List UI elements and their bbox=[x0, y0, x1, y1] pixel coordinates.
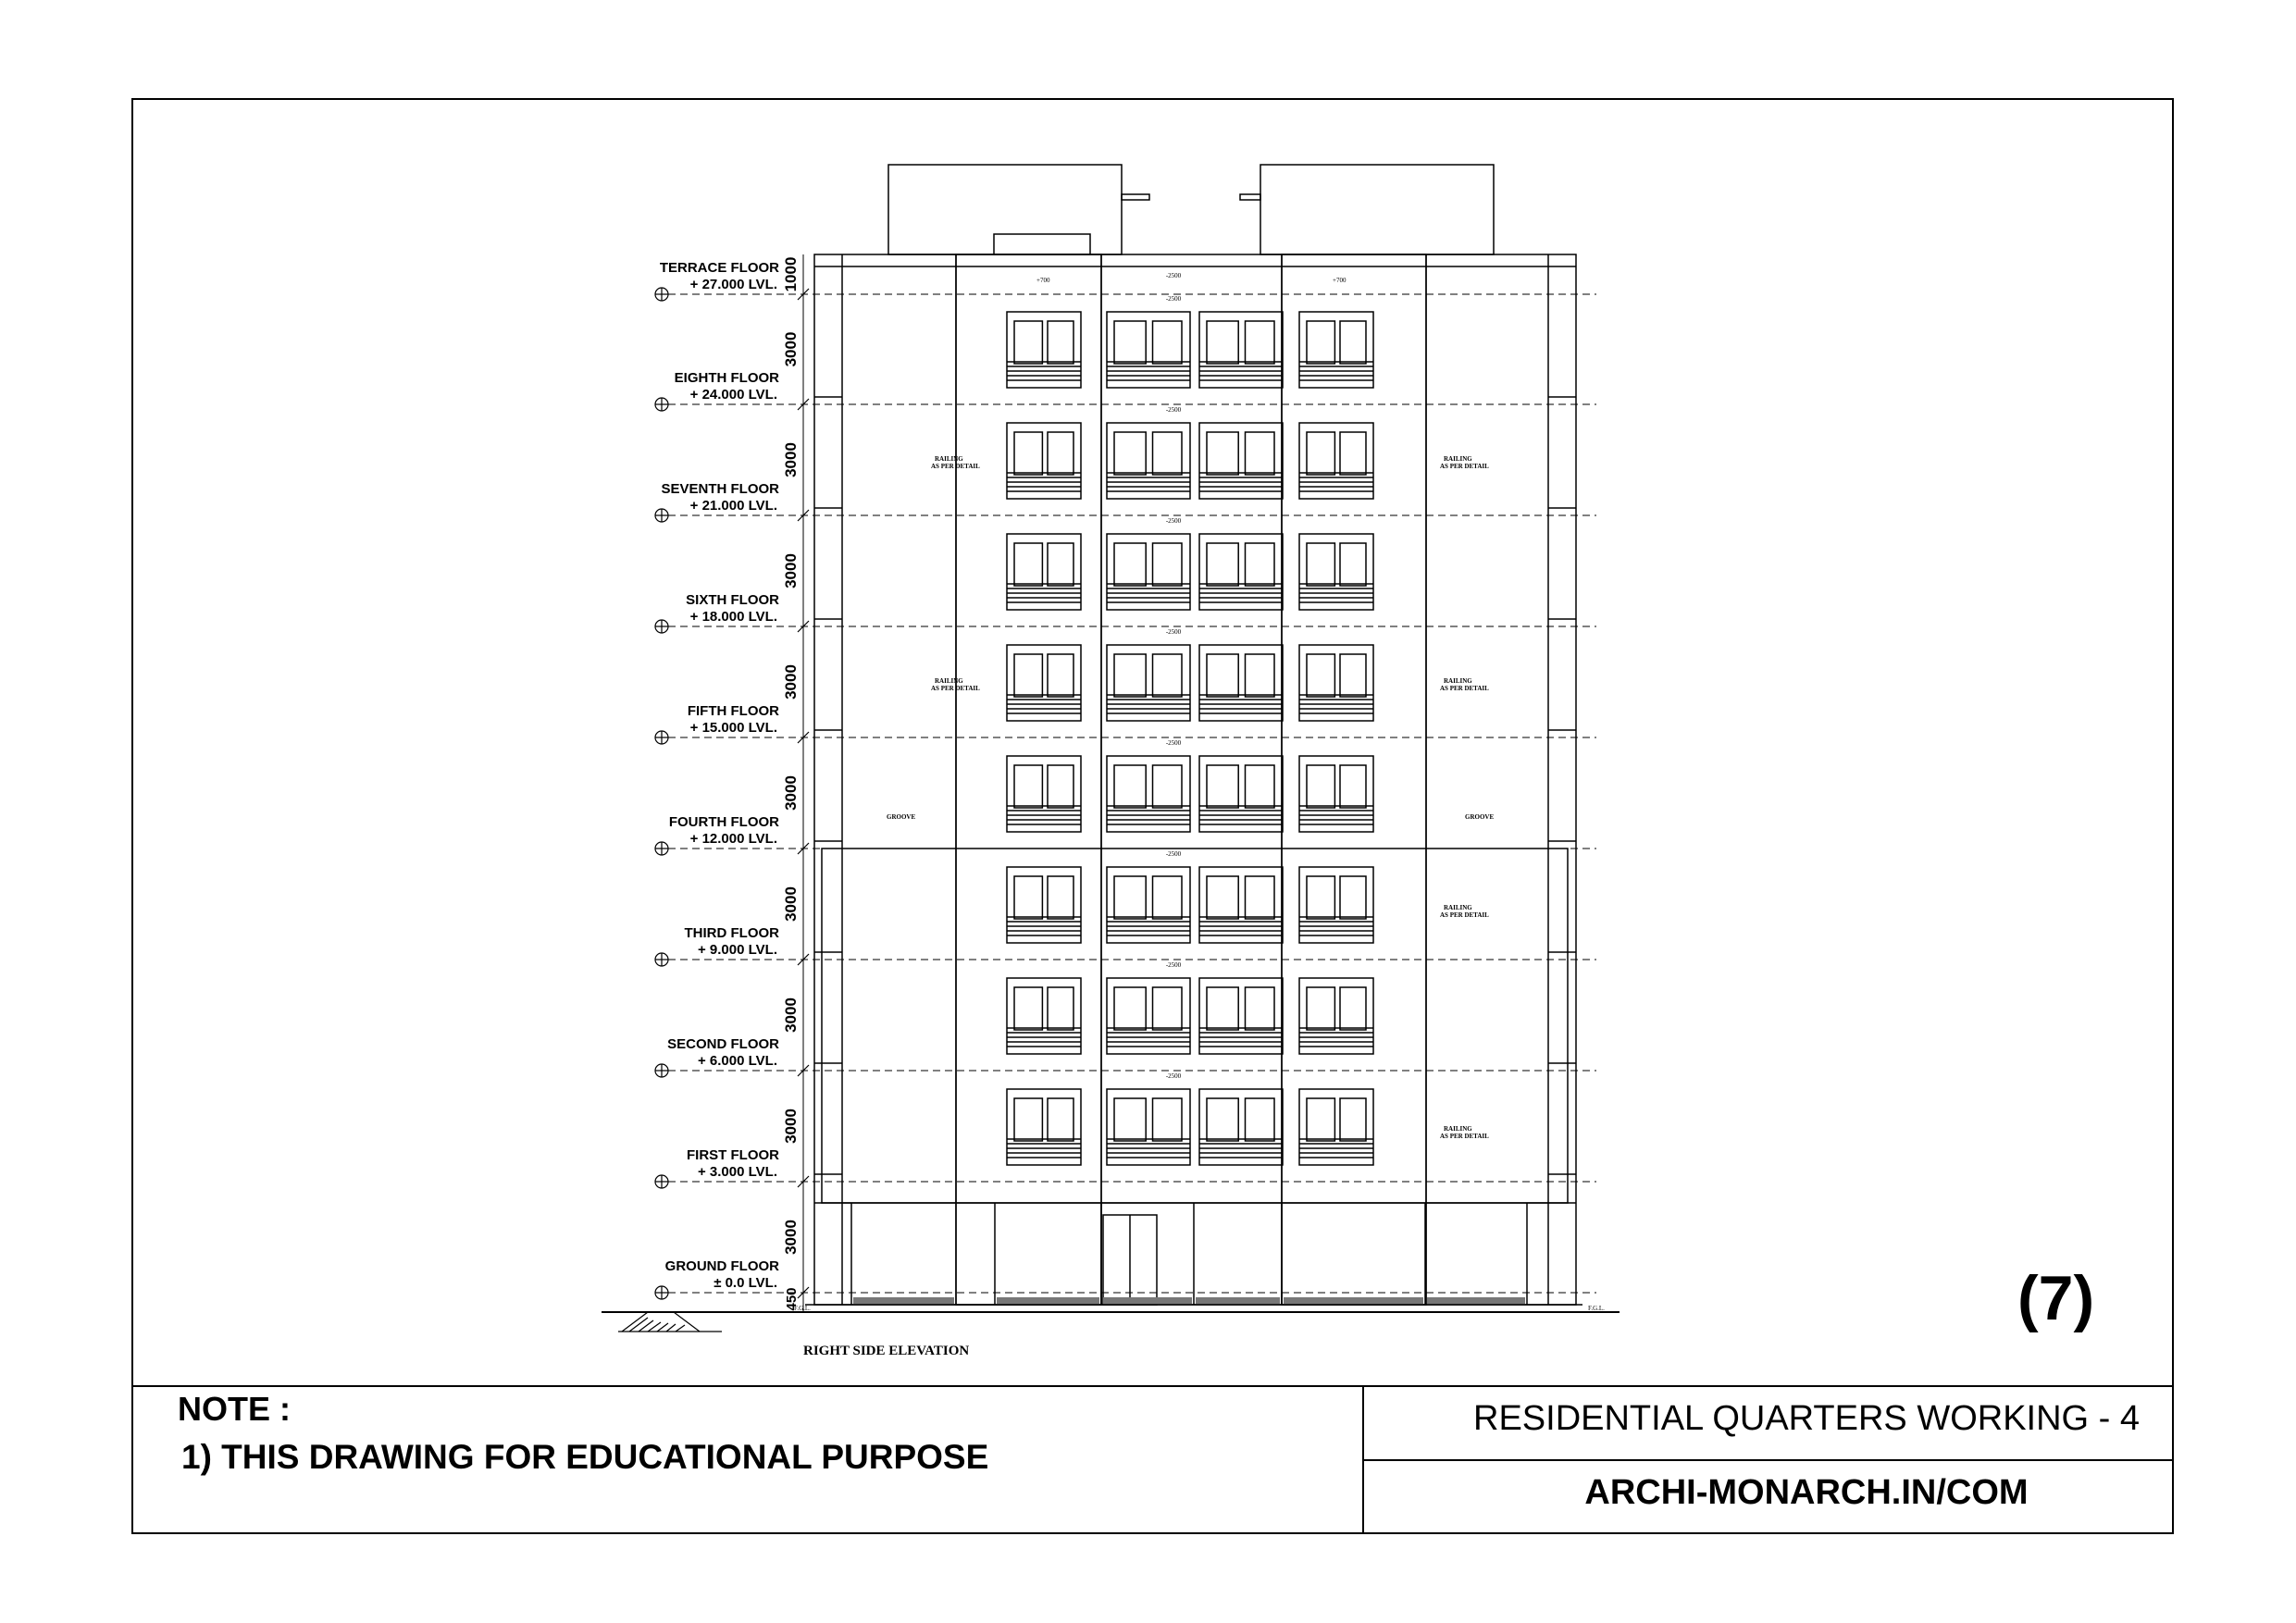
window-pane bbox=[1307, 432, 1334, 475]
window-pane bbox=[1307, 876, 1334, 919]
door-pane bbox=[1246, 765, 1275, 808]
elevation-caption: RIGHT SIDE ELEVATION bbox=[803, 1344, 970, 1358]
level-name: SEVENTH FLOOR bbox=[661, 481, 779, 497]
floor-height-dimension: 1000 bbox=[782, 256, 800, 292]
balcony-center-left bbox=[1107, 1089, 1190, 1165]
window-pane bbox=[1307, 543, 1334, 586]
balcony-center-right bbox=[1199, 1089, 1283, 1165]
window-pane bbox=[1307, 987, 1334, 1030]
railing-note-line2: AS PER DETAIL bbox=[931, 463, 980, 470]
window-pane bbox=[1114, 1098, 1146, 1141]
fgl-right: F.G.L. bbox=[1588, 1305, 1605, 1312]
balcony-center-right bbox=[1199, 645, 1283, 721]
note-heading: NOTE : bbox=[178, 1390, 291, 1428]
level-marker bbox=[655, 257, 1596, 301]
door-pane bbox=[1246, 987, 1275, 1030]
balcony-left bbox=[1007, 312, 1081, 388]
railing-note-line1: RAILING bbox=[1444, 455, 1472, 463]
door-pane bbox=[1246, 654, 1275, 697]
door-pane bbox=[1246, 321, 1275, 364]
railing-note-line2: AS PER DETAIL bbox=[931, 685, 980, 692]
door-pane bbox=[1153, 654, 1183, 697]
bay-dimension: -2500 bbox=[1165, 739, 1182, 747]
bay-dimension: -2500 bbox=[1165, 628, 1182, 636]
building-outline bbox=[814, 254, 1576, 1305]
balcony-right bbox=[1299, 978, 1373, 1054]
door-pane bbox=[1048, 321, 1074, 364]
floor-height-dimension: 3000 bbox=[782, 997, 800, 1033]
plinth-shade bbox=[853, 1297, 954, 1305]
railing-note bbox=[931, 677, 980, 692]
balcony-left bbox=[1007, 645, 1081, 721]
window-pane bbox=[1207, 321, 1238, 364]
bay-dimension: -2500 bbox=[1165, 1072, 1182, 1080]
railing-note bbox=[1440, 904, 1489, 919]
door-pane bbox=[1048, 654, 1074, 697]
level-name: SECOND FLOOR bbox=[667, 1036, 779, 1052]
door-pane bbox=[1246, 876, 1275, 919]
level-name: FOURTH FLOOR bbox=[668, 814, 779, 830]
window-pane bbox=[1307, 321, 1334, 364]
groove-note: GROOVE bbox=[887, 813, 916, 821]
door-pane bbox=[1048, 876, 1074, 919]
level-value: ± 0.0 LVL. bbox=[714, 1275, 777, 1291]
level-name: FIFTH FLOOR bbox=[687, 703, 779, 719]
window-pane bbox=[1307, 765, 1334, 808]
balcony-right bbox=[1299, 534, 1373, 610]
window-pane bbox=[1014, 543, 1042, 586]
railing-note bbox=[931, 455, 980, 470]
water-tank bbox=[994, 234, 1090, 254]
balcony-center-right bbox=[1199, 312, 1283, 388]
window-pane bbox=[1114, 543, 1146, 586]
door-pane bbox=[1048, 1098, 1074, 1141]
level-value: + 24.000 LVL. bbox=[689, 387, 777, 403]
balcony-center-right bbox=[1199, 867, 1283, 943]
balcony-center-left bbox=[1107, 423, 1190, 499]
railing-note-line1: RAILING bbox=[1444, 1125, 1472, 1133]
level-name: SIXTH FLOOR bbox=[686, 592, 779, 608]
window-pane bbox=[1307, 654, 1334, 697]
door-pane bbox=[1153, 987, 1183, 1030]
building-elevation bbox=[602, 165, 1620, 1312]
level-value: + 3.000 LVL. bbox=[697, 1164, 777, 1180]
level-value: + 27.000 LVL. bbox=[689, 277, 777, 292]
window-pane bbox=[1307, 1098, 1334, 1141]
top-dimension-left: +700 bbox=[1036, 277, 1050, 284]
balcony-left bbox=[1007, 867, 1081, 943]
balcony-center-left bbox=[1107, 756, 1190, 832]
window-pane bbox=[1014, 432, 1042, 475]
door-pane bbox=[1246, 1098, 1275, 1141]
window-pane bbox=[1207, 1098, 1238, 1141]
balcony-right bbox=[1299, 312, 1373, 388]
floor-height-dimension: 3000 bbox=[782, 553, 800, 588]
door-pane bbox=[1048, 987, 1074, 1030]
floor-height-dimension: 3000 bbox=[782, 664, 800, 700]
door-pane bbox=[1048, 543, 1074, 586]
sheet-number: (7) bbox=[2017, 1263, 2095, 1333]
plinth-shade bbox=[1427, 1297, 1525, 1305]
plinth-dimension: 450 bbox=[784, 1287, 800, 1311]
window-pane bbox=[1207, 876, 1238, 919]
plinth-shade bbox=[997, 1297, 1099, 1305]
balcony-right bbox=[1299, 867, 1373, 943]
floor-height-dimension: 3000 bbox=[782, 1109, 800, 1144]
window-pane bbox=[1114, 876, 1146, 919]
door-pane bbox=[1340, 432, 1366, 475]
door-pane bbox=[1153, 543, 1183, 586]
bay-dimension: -2500 bbox=[1165, 961, 1182, 969]
railing-note-line2: AS PER DETAIL bbox=[1440, 463, 1489, 470]
ground-hatch-symbol bbox=[618, 1312, 722, 1332]
level-value: + 18.000 LVL. bbox=[689, 609, 777, 625]
floor-height-dimension: 3000 bbox=[782, 331, 800, 367]
level-name: FIRST FLOOR bbox=[687, 1147, 779, 1163]
railing-note-line1: RAILING bbox=[935, 455, 963, 463]
window-pane bbox=[1014, 1098, 1042, 1141]
level-value: + 12.000 LVL. bbox=[689, 831, 777, 847]
door-pane bbox=[1048, 765, 1074, 808]
level-marker bbox=[655, 1220, 1596, 1299]
balcony-center-right bbox=[1199, 978, 1283, 1054]
railing-note-line2: AS PER DETAIL bbox=[1440, 685, 1489, 692]
railing-note-line1: RAILING bbox=[935, 677, 963, 685]
level-name: THIRD FLOOR bbox=[684, 925, 779, 941]
door-pane bbox=[1153, 321, 1183, 364]
balcony-center-right bbox=[1199, 423, 1283, 499]
railing-note-line2: AS PER DETAIL bbox=[1440, 1133, 1489, 1140]
level-value: + 6.000 LVL. bbox=[697, 1053, 777, 1069]
window-pane bbox=[1114, 432, 1146, 475]
door-pane bbox=[1340, 321, 1366, 364]
window-pane bbox=[1014, 765, 1042, 808]
balcony-right bbox=[1299, 645, 1373, 721]
door-pane bbox=[1153, 765, 1183, 808]
railing-note bbox=[1440, 455, 1489, 470]
stair-cabin-left bbox=[888, 165, 1122, 254]
door-pane bbox=[1048, 432, 1074, 475]
railing-note bbox=[1440, 1125, 1489, 1140]
level-value: + 9.000 LVL. bbox=[697, 942, 777, 958]
bay-dimension: -2500 bbox=[1165, 517, 1182, 525]
balcony-center-left bbox=[1107, 867, 1190, 943]
railing-note bbox=[1440, 677, 1489, 692]
groove-note: GROOVE bbox=[1465, 813, 1495, 821]
window-pane bbox=[1207, 432, 1238, 475]
sheet-border bbox=[132, 99, 2173, 1533]
top-dimension-mid: -2500 bbox=[1165, 272, 1182, 279]
bay-dimension: -2500 bbox=[1165, 850, 1182, 858]
bay-right bbox=[1282, 254, 1426, 1305]
door-pane bbox=[1153, 876, 1183, 919]
floor-height-dimension: 3000 bbox=[782, 1220, 800, 1255]
fgl-left: F.G.L. bbox=[794, 1305, 811, 1312]
door-pane bbox=[1340, 1098, 1366, 1141]
window-pane bbox=[1207, 654, 1238, 697]
window-pane bbox=[1114, 654, 1146, 697]
bay-dimension: -2500 bbox=[1165, 295, 1182, 303]
railing-note-line1: RAILING bbox=[1444, 677, 1472, 685]
bay-left bbox=[956, 254, 1101, 1305]
balcony-center-left bbox=[1107, 312, 1190, 388]
plinth-shade bbox=[1103, 1297, 1192, 1305]
balcony-right bbox=[1299, 756, 1373, 832]
balcony-left bbox=[1007, 1089, 1081, 1165]
window-pane bbox=[1207, 765, 1238, 808]
door-pane bbox=[1153, 432, 1183, 475]
lower-block bbox=[822, 849, 1568, 1203]
balcony-center-right bbox=[1199, 756, 1283, 832]
drawing-title: RESIDENTIAL QUARTERS WORKING - 4 bbox=[1473, 1399, 2140, 1438]
window-pane bbox=[1014, 654, 1042, 697]
door-pane bbox=[1340, 654, 1366, 697]
door-pane bbox=[1340, 987, 1366, 1030]
level-value: + 21.000 LVL. bbox=[689, 498, 777, 514]
cabin-ledge-right bbox=[1240, 194, 1260, 200]
window-pane bbox=[1114, 321, 1146, 364]
door-pane bbox=[1153, 1098, 1183, 1141]
window-pane bbox=[1207, 987, 1238, 1030]
balcony-left bbox=[1007, 756, 1081, 832]
stair-cabin-right bbox=[1260, 165, 1494, 254]
railing-note-line2: AS PER DETAIL bbox=[1440, 911, 1489, 919]
window-pane bbox=[1014, 876, 1042, 919]
balcony-left bbox=[1007, 423, 1081, 499]
website-label: ARCHI-MONARCH.IN/COM bbox=[1584, 1473, 2029, 1512]
balcony-right bbox=[1299, 423, 1373, 499]
door-pane bbox=[1246, 432, 1275, 475]
window-pane bbox=[1014, 321, 1042, 364]
balcony-center-right bbox=[1199, 534, 1283, 610]
balcony-left bbox=[1007, 534, 1081, 610]
top-dimension-right: +700 bbox=[1333, 277, 1347, 284]
door-pane bbox=[1340, 876, 1366, 919]
window-pane bbox=[1114, 765, 1146, 808]
door-pane bbox=[1340, 765, 1366, 808]
balcony-center-left bbox=[1107, 645, 1190, 721]
cabin-ledge-left bbox=[1122, 194, 1149, 200]
balcony-center-left bbox=[1107, 978, 1190, 1054]
balcony-center-left bbox=[1107, 534, 1190, 610]
level-name: EIGHTH FLOOR bbox=[674, 370, 779, 386]
balcony-left bbox=[1007, 978, 1081, 1054]
plinth-shade bbox=[1284, 1297, 1423, 1305]
floor-height-dimension: 3000 bbox=[782, 442, 800, 477]
door-pane bbox=[1246, 543, 1275, 586]
plinth-shade bbox=[1196, 1297, 1280, 1305]
floor-height-dimension: 3000 bbox=[782, 775, 800, 811]
railing-note-line1: RAILING bbox=[1444, 904, 1472, 911]
level-name: TERRACE FLOOR bbox=[659, 260, 779, 276]
window-pane bbox=[1114, 987, 1146, 1030]
level-name: GROUND FLOOR bbox=[664, 1258, 779, 1274]
level-value: + 15.000 LVL. bbox=[689, 720, 777, 736]
bay-dimension: -2500 bbox=[1165, 406, 1182, 414]
door-pane bbox=[1340, 543, 1366, 586]
floor-height-dimension: 3000 bbox=[782, 886, 800, 922]
note-line-1: 1) THIS DRAWING FOR EDUCATIONAL PURPOSE bbox=[181, 1438, 989, 1476]
window-pane bbox=[1014, 987, 1042, 1030]
window-pane bbox=[1207, 543, 1238, 586]
balcony-right bbox=[1299, 1089, 1373, 1165]
